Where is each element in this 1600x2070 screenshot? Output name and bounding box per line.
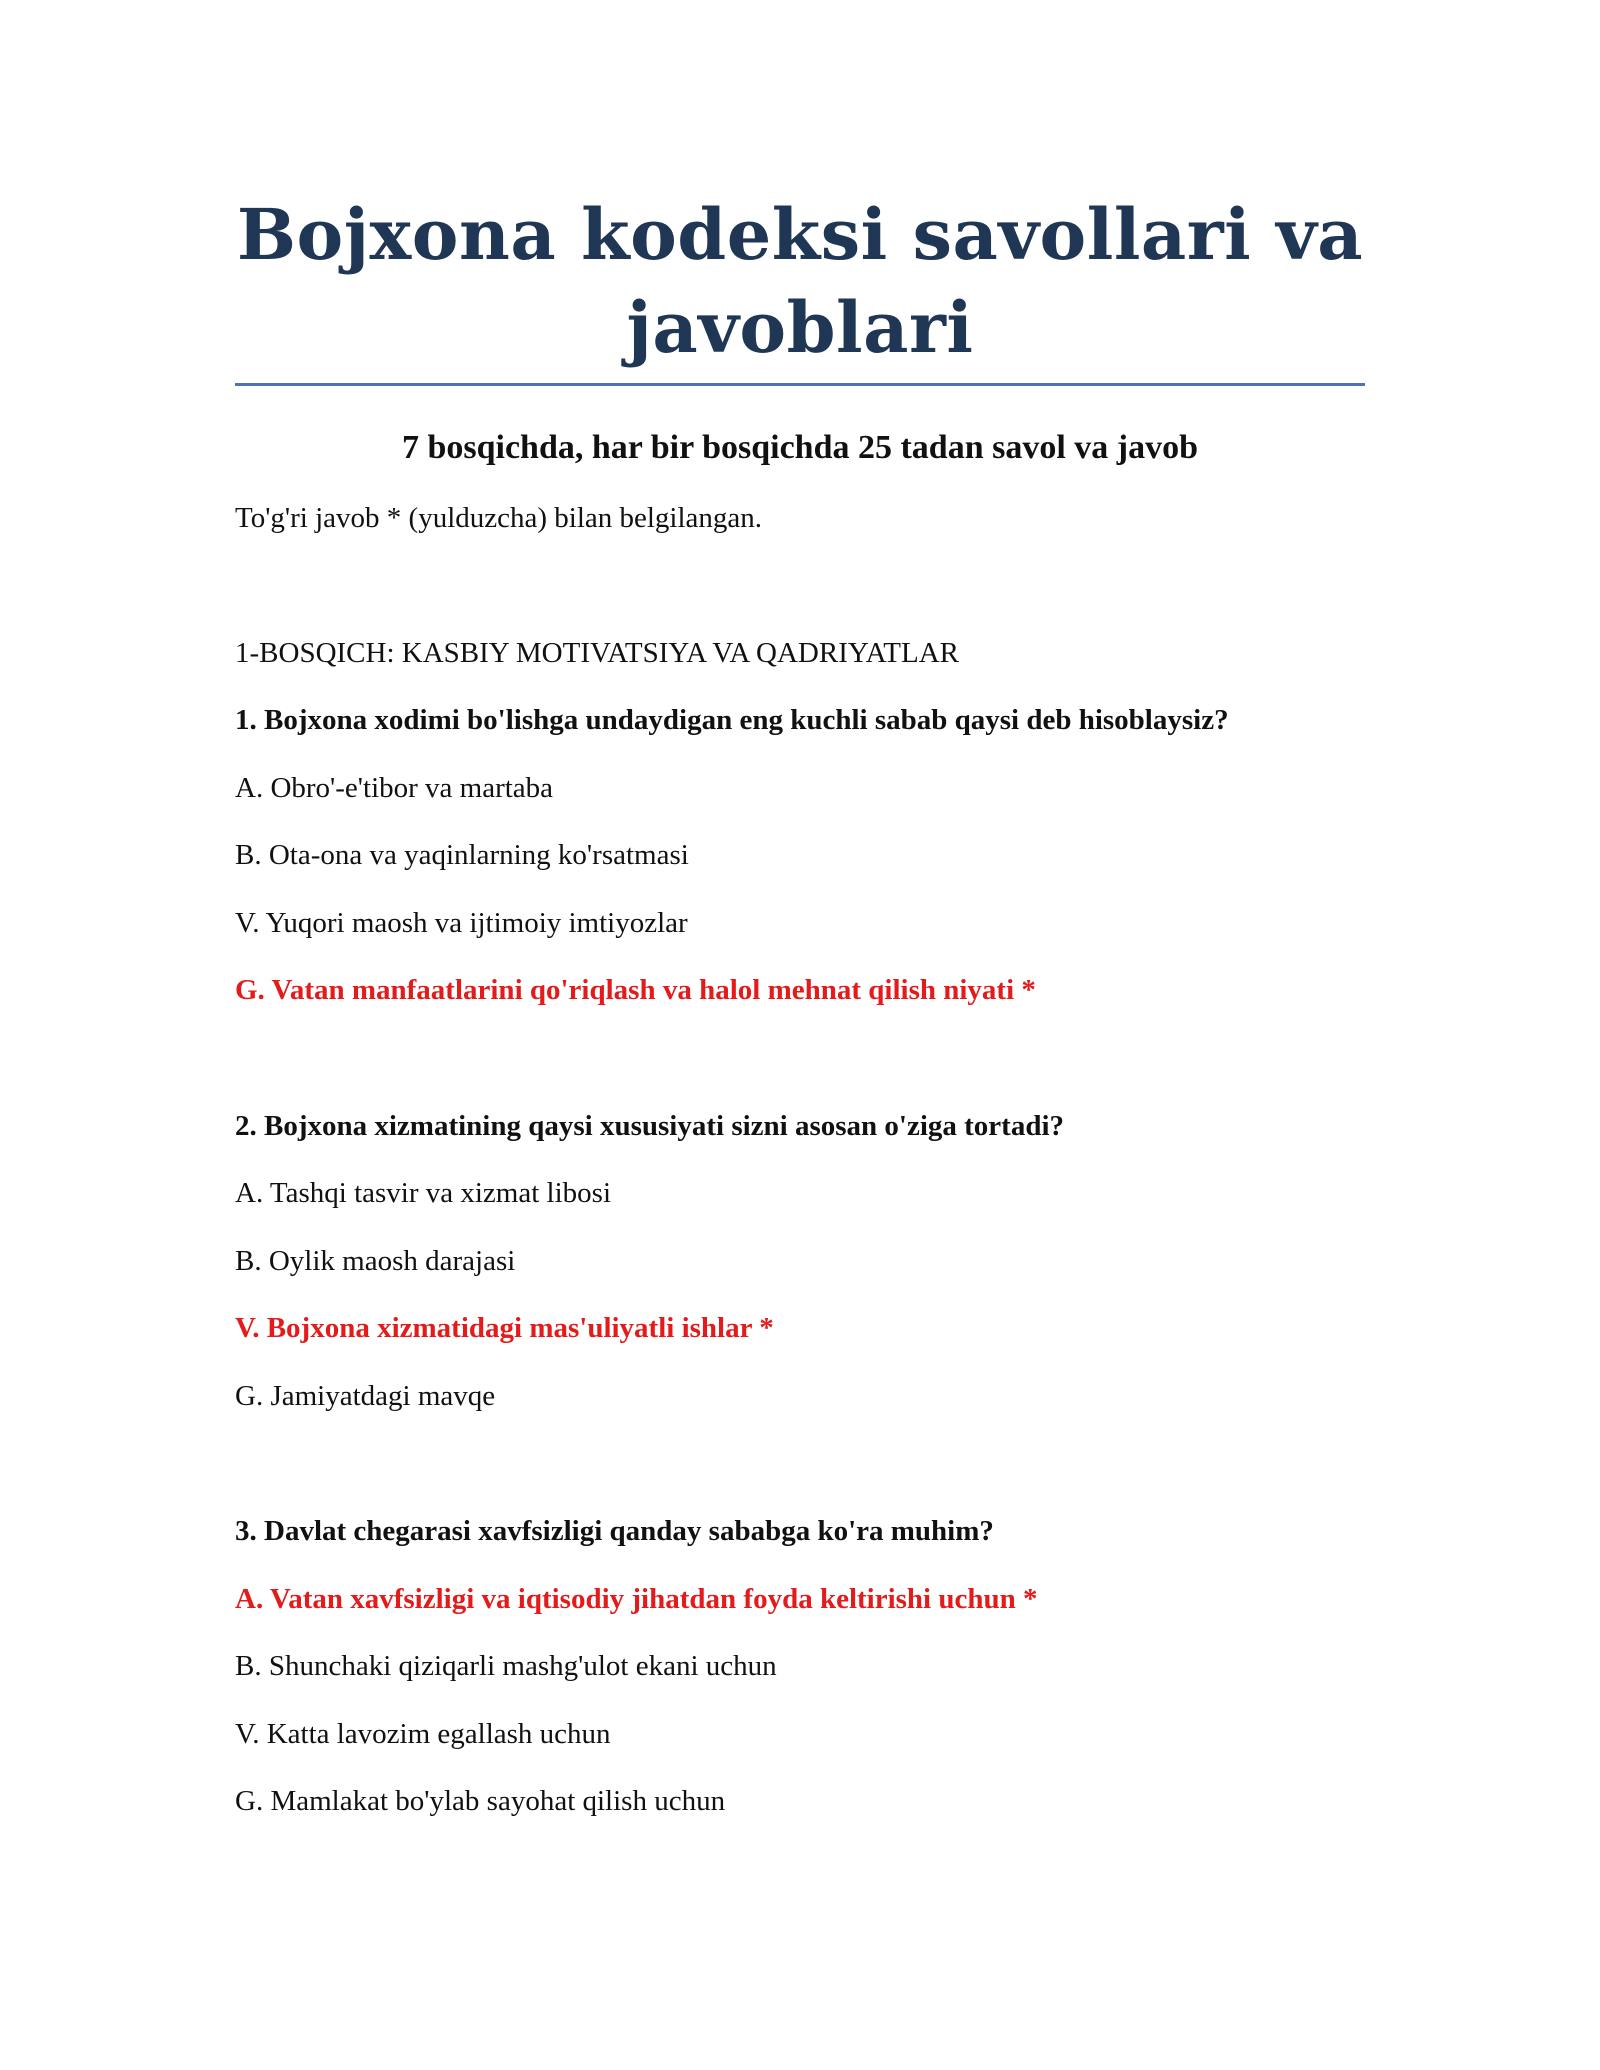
- question-1-option-a: A. Obro'-e'tibor va martaba: [235, 772, 554, 804]
- question-3-option-a-correct: A. Vatan xavfsizligi va iqtisodiy jihatdan foyda keltirishi uchun *: [235, 1583, 1038, 1615]
- question-1-option-g-correct: G. Vatan manfaatlarini qo'riqlash va halol mehnat qilish niyati *: [235, 974, 1036, 1006]
- question-2-option-g: G. Jamiyatdagi mavqe: [235, 1380, 496, 1412]
- question-3-text: 3. Davlat chegarasi xavfsizligi qanday sababga ko'ra muhim?: [235, 1515, 994, 1547]
- stage-heading: 1-BOSQICH: KASBIY MOTIVATSIYA VA QADRIYATLAR: [235, 637, 960, 669]
- question-2-text: 2. Bojxona xizmatining qaysi xususiyati sizni asosan o'ziga tortadi?: [235, 1110, 1065, 1142]
- question-1-text: 1. Bojxona xodimi bo'lishga undaydigan eng kuchli sabab qaysi deb hisoblaysiz?: [235, 704, 1229, 736]
- question-3-option-v: V. Katta lavozim egallash uchun: [235, 1718, 611, 1750]
- question-3-option-g: G. Mamlakat bo'ylab sayohat qilish uchun: [235, 1785, 726, 1817]
- question-2-option-v-correct: V. Bojxona xizmatidagi mas'uliyatli ishlar *: [235, 1312, 774, 1344]
- question-2-option-b: B. Oylik maosh darajasi: [235, 1245, 516, 1277]
- document-title: Bojxona kodeksi savollari va javoblari: [236, 193, 1364, 369]
- question-1-option-v: V. Yuqori maosh va ijtimoiy imtiyozlar: [235, 907, 688, 939]
- document-subtitle: 7 bosqichda, har bir bosqichda 25 tadan savol va javob: [401, 429, 1199, 466]
- question-3-option-b: B. Shunchaki qiziqarli mashg'ulot ekani uchun: [235, 1650, 777, 1682]
- question-1-option-b: B. Ota-ona va yaqinlarning ko'rsatmasi: [235, 839, 689, 871]
- question-2-option-a: A. Tashqi tasvir va xizmat libosi: [235, 1177, 611, 1209]
- title-divider: [235, 383, 1365, 386]
- answer-key-note: To'g'ri javob * (yulduzcha) bilan belgilangan.: [235, 502, 763, 534]
